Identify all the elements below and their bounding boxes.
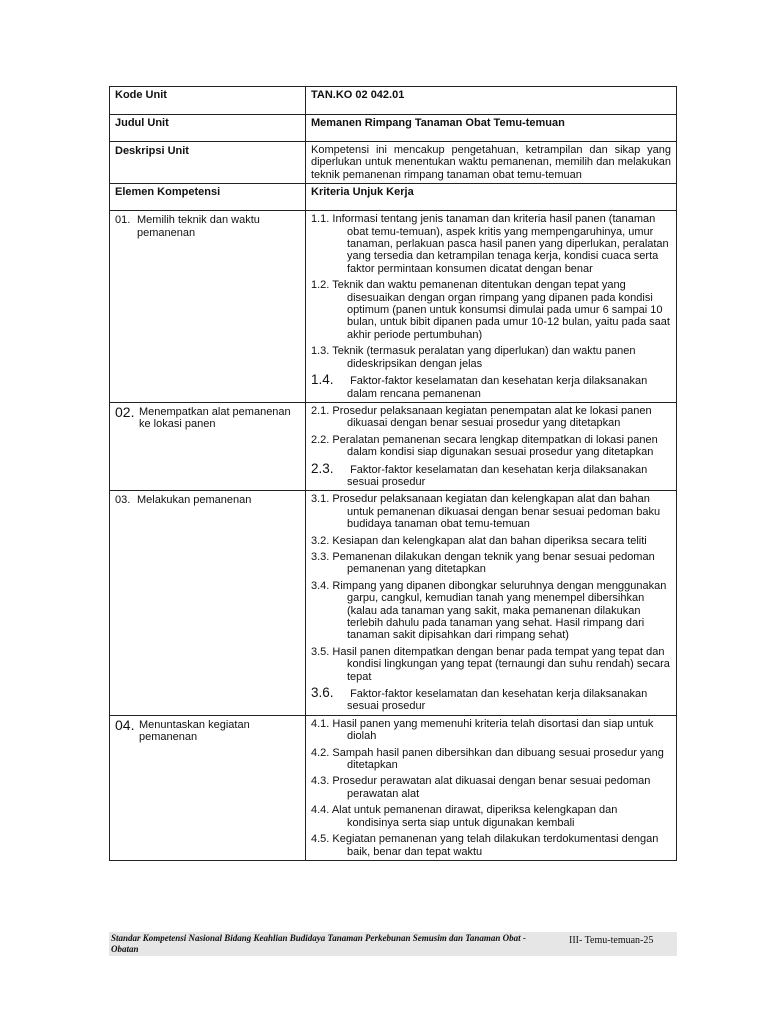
criterion-text: Pemanenan dilakukan dengan teknik yang benar sesuai pedoman pemanenan yang ditetapkan bbox=[332, 550, 655, 576]
element-row bbox=[110, 491, 677, 716]
criterion-text: Faktor-faktor keselamatan dan kesehatan kerja dilaksanakan sesuai prosedur bbox=[347, 688, 648, 713]
criterion-text: Sampah hasil panen dibersihkan dan dibuang sesuai prosedur yang ditetapkan bbox=[332, 746, 664, 772]
judul-unit-value: Memanen Rimpang Tanaman Obat Temu-temuan bbox=[306, 115, 677, 142]
criterion-item bbox=[311, 345, 671, 370]
criterion-number: 4.3. bbox=[311, 775, 330, 788]
criterion-number: 3.2. bbox=[311, 534, 330, 547]
criterion-item bbox=[311, 580, 671, 642]
page-footer bbox=[109, 932, 677, 956]
element-cell bbox=[110, 402, 306, 490]
criterion-text: Prosedur pelaksanaan kegiatan penempatan alat ke lokasi panen dikuasai dengan benar sesuai prosedur yang ditetapkan bbox=[332, 404, 652, 430]
criteria-cell bbox=[306, 402, 677, 490]
criterion-number: 1.2. bbox=[311, 279, 330, 292]
criterion-item bbox=[311, 646, 671, 683]
element-label: Menempatkan alat pemanenan ke lokasi panen bbox=[139, 405, 291, 431]
kode-unit-label: Kode Unit bbox=[110, 87, 306, 115]
criterion-text: Kegiatan pemanenan yang telah dilakukan terdokumentasi dengan baik, benar dan tepat waktu bbox=[332, 833, 659, 858]
kode-unit-value: TAN.KO 02 042.01 bbox=[306, 87, 677, 115]
criterion-item bbox=[311, 493, 671, 530]
footer-text: Standar Kompetensi Nasional Bidang Keahlian Budidaya Tanaman Perkebunan Semusim dan Tanaman Obat - Obatan bbox=[111, 933, 526, 954]
criterion-number: 3.3. bbox=[311, 550, 330, 563]
criterion-text: Peralatan pemanenan secara lengkap ditempatkan di lokasi panen dalam kondisi siap digunakan sesuai prosedur yang ditetapkan bbox=[332, 433, 658, 459]
element-label: Memilih teknik dan waktu pemanenan bbox=[137, 214, 260, 239]
criterion-number: 1.4. bbox=[311, 372, 334, 388]
element-label: Melakukan pemanenan bbox=[137, 494, 252, 507]
criterion-number: 4.2. bbox=[311, 746, 330, 759]
criterion-item bbox=[311, 434, 671, 459]
criterion-text: Teknik dan waktu pemanenan ditentukan dengan tepat yang disesuaikan dengan organ rimpang yang dipanen pada kondisi optimum (panen untuk konsumsi dimulai pada umur 6 sampai 10 bulan, untuk bibit dipanen pada umur 10-12 bulan, yaitu pada saat akhir periode pertumbuhan) bbox=[332, 279, 670, 341]
criteria-cell bbox=[306, 715, 677, 860]
element-number: 01. bbox=[115, 214, 131, 227]
criterion-number: 3.5. bbox=[311, 645, 330, 658]
element-row bbox=[110, 211, 677, 403]
criterion-text: Hasil panen yang memenuhi kriteria telah disortasi dan siap untuk diolah bbox=[332, 717, 654, 743]
element-row bbox=[110, 402, 677, 490]
judul-unit-label: Judul Unit bbox=[110, 115, 306, 142]
element-number: 04. bbox=[115, 716, 135, 733]
criterion-number: 3.6. bbox=[311, 685, 334, 701]
deskripsi-unit-value: Kompetensi ini mencakup pengetahuan, ketrampilan dan sikap yang diperlukan untuk menentukan waktu pemanenan, memilih dan melakukan teknik pemanenan rimpang tanaman obat temu-temuan bbox=[306, 142, 677, 184]
elemen-header-row bbox=[110, 184, 677, 211]
criteria-cell bbox=[306, 491, 677, 716]
criterion-text: Faktor-faktor keselamatan dan kesehatan kerja dilaksanakan dalam rencana pemanenan bbox=[347, 375, 648, 400]
criterion-number: 2.2. bbox=[311, 433, 330, 446]
criterion-text: Kesiapan dan kelengkapan alat dan bahan diperiksa secara teliti bbox=[332, 534, 647, 547]
criterion-item bbox=[311, 551, 671, 576]
criterion-text: Faktor-faktor keselamatan dan kesehatan kerja dilaksanakan sesuai prosedur bbox=[347, 463, 648, 488]
criterion-number: 1.1. bbox=[311, 213, 330, 226]
page-number: III- Temu-temuan-25 bbox=[569, 935, 654, 946]
criterion-text: Prosedur perawatan alat dikuasai dengan benar sesuai pedoman perawatan alat bbox=[332, 775, 651, 800]
element-row bbox=[110, 715, 677, 860]
element-label: Menuntaskan kegiatan pemanenan bbox=[139, 718, 250, 744]
criterion-text: Informasi tentang jenis tanaman dan kriteria hasil panen (tanaman obat temu-temuan), aspek kritis yang mempengaruhinya, umur tanaman, perlakuan pasca hasil panen yang diperlukan, peralatan yang tersedia dan ketrampilan tenaga kerja, kondisi cuaca serta faktor permintaan konsumen dicatat dengan benar bbox=[332, 213, 669, 275]
criteria-cell bbox=[306, 211, 677, 403]
criterion-item bbox=[311, 374, 671, 400]
elemen-kompetensi-header: Elemen Kompetensi bbox=[110, 184, 306, 211]
criterion-number: 3.1. bbox=[311, 493, 330, 506]
deskripsi-unit-row bbox=[110, 142, 677, 184]
deskripsi-unit-label: Deskripsi Unit bbox=[110, 142, 306, 184]
criterion-item bbox=[311, 687, 671, 713]
criterion-item bbox=[311, 460, 671, 489]
criterion-item bbox=[311, 535, 671, 547]
criterion-number: 4.1. bbox=[311, 717, 330, 730]
criterion-number: 2.1. bbox=[311, 404, 330, 417]
criterion-item bbox=[311, 279, 671, 341]
criterion-number: 1.3. bbox=[311, 345, 330, 358]
judul-unit-row bbox=[110, 115, 677, 142]
criterion-item bbox=[311, 213, 671, 275]
criterion-item bbox=[311, 804, 671, 829]
kode-unit-row bbox=[110, 87, 677, 115]
criterion-text: Alat untuk pemanenan dirawat, diperiksa kelengkapan dan kondisinya serta siap untuk digunakan kembali bbox=[331, 804, 618, 829]
elements-body bbox=[110, 211, 677, 861]
criterion-number: 4.4. bbox=[311, 804, 330, 817]
criterion-text: Hasil panen ditempatkan dengan benar pada tempat yang tepat dan kondisi lingkungan yang tepat (ternaungi dan suhu rendah) secara tepat bbox=[332, 645, 670, 683]
criterion-text: Teknik (termasuk peralatan yang diperlukan) dan waktu panen dideskripsikan dengan jelas bbox=[332, 345, 636, 370]
criterion-number: 4.5. bbox=[311, 833, 330, 846]
element-cell bbox=[110, 491, 306, 716]
criterion-item bbox=[311, 718, 671, 743]
criterion-item bbox=[311, 747, 671, 772]
element-cell bbox=[110, 211, 306, 403]
criterion-item bbox=[311, 775, 671, 800]
element-cell bbox=[110, 715, 306, 860]
competency-unit-table bbox=[109, 86, 677, 861]
criterion-item bbox=[311, 833, 671, 858]
element-number: 03. bbox=[115, 494, 131, 507]
criterion-text: Rimpang yang dipanen dibongkar seluruhnya dengan menggunakan garpu, cangkul, kemudian tanah yang menempel dibersihkan (kalau ada tanaman yang sakit, maka pemanenan dilakukan terlebih dahulu pada tanaman yang sehat. Hasil rimpang dari tanaman sakit dipisahkan dari rimpang sehat) bbox=[332, 579, 667, 642]
criterion-number: 3.4. bbox=[311, 579, 330, 592]
criterion-text: Prosedur pelaksanaan kegiatan dan kelengkapan alat dan bahan untuk pemanenan dikuasai dengan benar sesuai pedoman baku budidaya tanaman obat temu-temuan bbox=[332, 493, 661, 531]
kriteria-unjuk-kerja-header: Kriteria Unjuk Kerja bbox=[306, 184, 677, 211]
criterion-item bbox=[311, 405, 671, 430]
element-number: 02. bbox=[115, 403, 135, 420]
criterion-number: 2.3. bbox=[311, 460, 334, 476]
